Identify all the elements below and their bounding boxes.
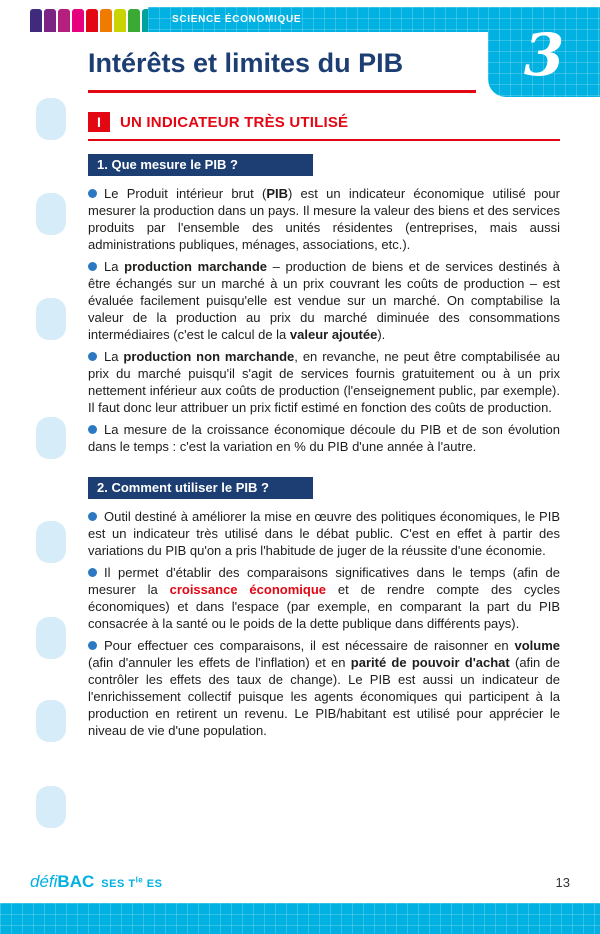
highlighted-term: croissance économique — [169, 582, 326, 597]
paragraph — [88, 185, 560, 253]
margin-decoration — [36, 298, 66, 340]
bold-term: production marchande — [124, 259, 268, 274]
text-segment: La — [104, 349, 124, 364]
paragraph — [88, 421, 560, 455]
color-tab — [58, 9, 70, 32]
bottom-band — [0, 903, 600, 934]
bullet-icon — [88, 641, 97, 650]
text-segment: – production de biens et de services destinés à être échangés sur un marché à un prix couvrant les coûts de production – est évaluée facilement puisqu'elle est vendue sur un marché. On comptabilise la valeur de la production au prix du marché diminuée des consommations intermédiaires (c'est le calcul de la — [88, 259, 560, 342]
brand-prefix: défi — [30, 872, 58, 891]
paragraph — [88, 508, 560, 559]
text-segment: La mesure de la croissance économique découle du PIB et de son évolution dans le temps : c'est la variation en % du PIB d'une année à l'autre. — [88, 422, 560, 454]
paragraph — [88, 564, 560, 632]
text-segment: Outil destiné à améliorer la mise en œuvre des politiques économiques, le PIB est un indicateur très utilisé dans le débat public. C'est en effet à partir des variations du PIB qu'on a pris l'habitude de juger de la réussite d'une économie. — [88, 509, 560, 558]
bullet-icon — [88, 352, 97, 361]
text-segment: et de rendre compte des cycles économiques) et dans l'espace (par exemple, en comparant la part du PIB consacrée à la santé ou le poids de la dette publique dans différents pays). — [88, 582, 560, 631]
text-segment: La — [104, 259, 125, 274]
color-tab — [100, 9, 112, 32]
text-segment: (afin de contrôler les effets des taux de change). Le PIB est aussi un indicateur de l'enrichissement collectif puisque les agents économiques qui participent à la production en retirent un revenu. Le PIB/habitant est utilisé pour apprécier le niveau de vie d'une population. — [88, 655, 560, 738]
bullet-icon — [88, 425, 97, 434]
margin-decoration — [36, 98, 66, 140]
paragraph — [88, 637, 560, 739]
page-title: Intérêts et limites du PIB — [88, 48, 404, 78]
bullet-icon — [88, 189, 97, 198]
subsections — [88, 141, 560, 739]
section-heading — [88, 112, 560, 141]
brand-series-text: SES T — [101, 878, 136, 890]
color-tab — [114, 9, 126, 32]
text-segment: , en revanche, ne peut être comptabilisée au prix du marché puisqu'il s'agit de services fournis gratuitement ou à un prix nettement inférieur aux coûts de production (l'enseignement public, par exemple). Il faut donc leur attribuer un prix fictif estimé en fonction des coûts de production. — [88, 349, 560, 415]
margin-decoration — [36, 193, 66, 235]
title-rule — [88, 90, 476, 93]
color-tab — [30, 9, 42, 32]
color-tabs-decoration — [30, 7, 154, 32]
text-segment: ). — [377, 327, 386, 342]
paragraph — [88, 258, 560, 343]
chapter-number-block — [488, 7, 600, 97]
text-segment: (afin d'annuler les effets de l'inflation) et en — [88, 655, 351, 670]
bullet-icon — [88, 512, 97, 521]
color-tab — [86, 9, 98, 32]
chapter-number: 3 — [523, 21, 565, 89]
bold-term: parité de pouvoir d'achat — [350, 655, 510, 670]
margin-decoration — [36, 617, 66, 659]
text-segment: Il permet d'établir des comparaisons significatives dans le temps (afin de mesurer la — [88, 565, 560, 597]
main-content — [88, 112, 560, 739]
brand-series-suffix: ES — [143, 878, 163, 890]
brand-series-sup: le — [135, 875, 144, 885]
color-tab — [128, 9, 140, 32]
section-title: UN INDICATEUR TRÈS UTILISÉ — [120, 113, 349, 131]
bold-term: valeur ajoutée — [289, 327, 378, 342]
text-segment: Le Produit intérieur brut ( — [104, 186, 267, 201]
margin-decoration — [36, 521, 66, 563]
bold-term: PIB — [266, 186, 288, 201]
subsection-heading: 2. Comment utiliser le PIB ? — [88, 477, 313, 499]
section-numeral-badge: I — [88, 112, 110, 132]
bullet-icon — [88, 262, 97, 271]
brand-series — [101, 875, 163, 890]
subsection-heading: 1. Que mesure le PIB ? — [88, 154, 313, 176]
text-segment: Pour effectuer ces comparaisons, il est nécessaire de raisonner en — [104, 638, 515, 653]
text-segment: ) est un indicateur économique utilisé pour mesurer la production dans un pays. Il mesure la valeur des biens et des services produits par l'ensemble des unités résidentes (entreprises, mais aussi administrations publiques, ménages, associations, etc.). — [88, 186, 560, 252]
brand-bold: BAC — [57, 872, 95, 891]
margin-decoration — [36, 417, 66, 459]
bold-term: production non marchande — [123, 349, 295, 364]
margin-decoration — [36, 700, 66, 742]
page-number: 13 — [555, 875, 570, 890]
paragraph — [88, 348, 560, 416]
footer-brand — [30, 872, 162, 892]
color-tab — [44, 9, 56, 32]
color-tab — [72, 9, 84, 32]
bullet-icon — [88, 568, 97, 577]
subject-label: SCIENCE ÉCONOMIQUE — [172, 14, 302, 25]
bold-term: volume — [514, 638, 560, 653]
margin-decoration — [36, 786, 66, 828]
